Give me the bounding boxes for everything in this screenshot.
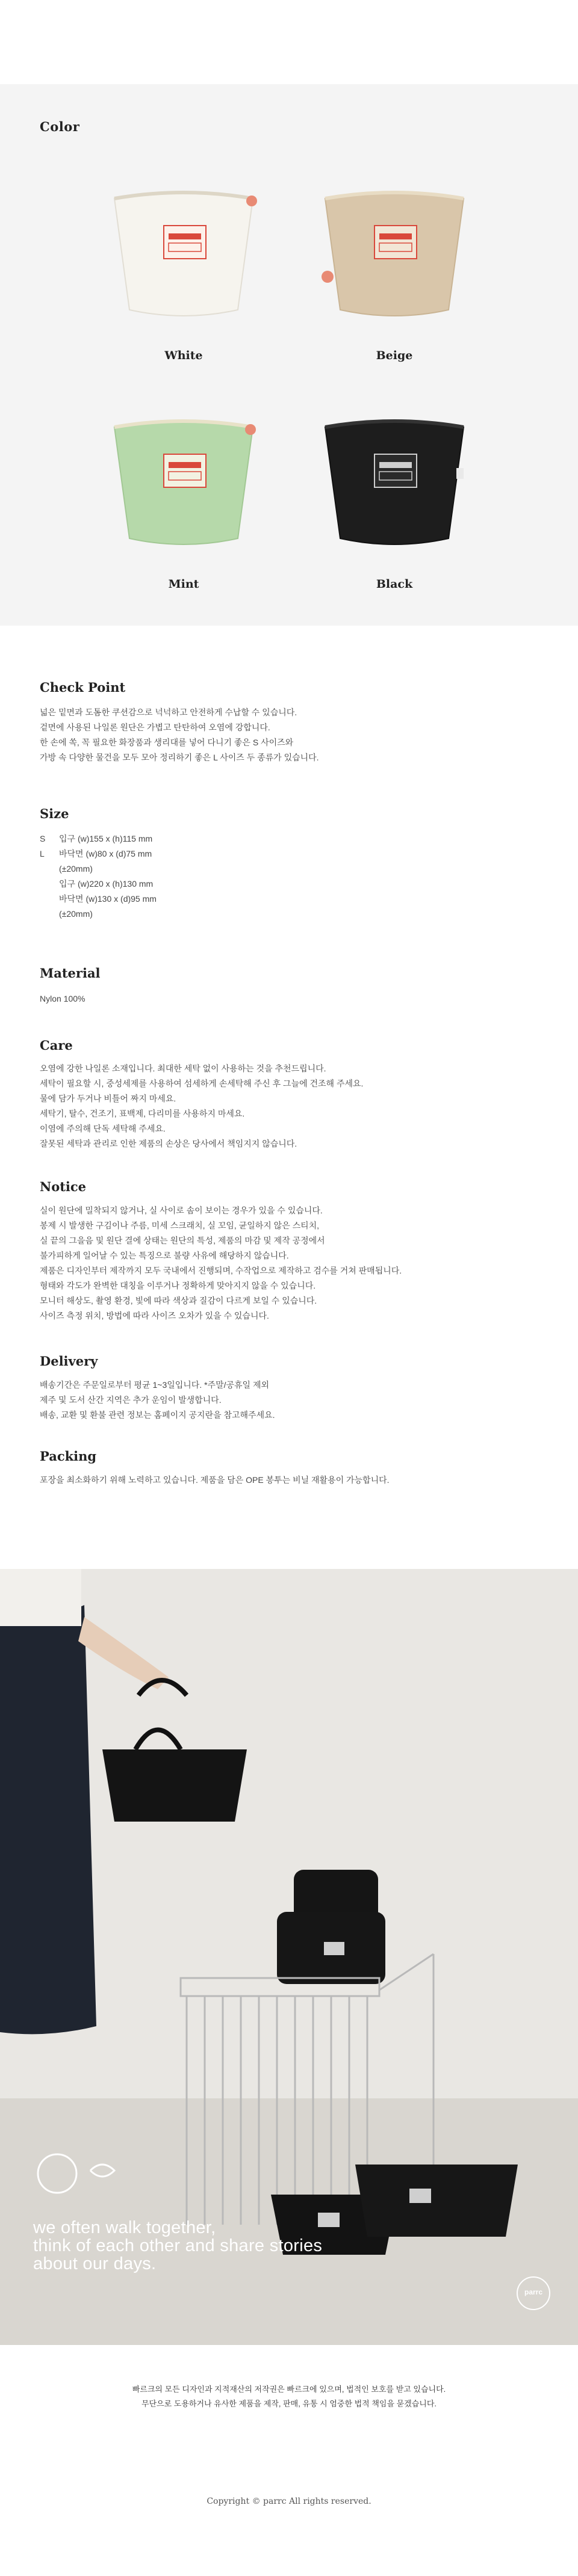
photo-tagline	[33, 2219, 322, 2273]
black-pouch-image	[319, 409, 470, 553]
care-line: 잘못된 세탁과 관리로 인한 제품의 손상은 당사에서 책임지지 않습니다.	[40, 1139, 297, 1148]
care-text	[40, 1061, 363, 1151]
size-row: (±20mm)	[59, 864, 93, 874]
check-point-line: 한 손에 쏙, 꼭 필요한 화장품과 생리대를 넣어 다니기 좋은 S 사이즈와	[40, 738, 294, 747]
care-line: 세탁이 필요할 시, 중성세제를 사용하여 섬세하게 손세탁해 주신 후 그늘에 건조해 주세요.	[40, 1079, 364, 1088]
color-section	[0, 84, 578, 626]
notice-line: 사이즈 측정 위치, 방법에 따라 사이즈 오차가 있을 수 있습니다.	[40, 1311, 269, 1320]
notice-title: Notice	[40, 1179, 87, 1194]
white-pouch-image	[108, 180, 259, 325]
size-row: L 바닥면 (w)80 x (d)75 mm	[40, 849, 152, 858]
color-option-beige[interactable]	[295, 168, 494, 373]
beige-pouch-image	[319, 180, 470, 325]
check-point-line: 넓은 밑면과 도톰한 쿠션감으로 넉넉하고 안전하게 수납할 수 있습니다.	[40, 707, 297, 717]
notice-line: 모니터 해상도, 촬영 환경, 빛에 따라 색상과 질감이 다르게 보일 수 있습니다.	[40, 1296, 317, 1305]
delivery-text	[40, 1378, 275, 1423]
delivery-line: 배송, 교환 및 환불 관련 정보는 홈페이지 공지란을 참고해주세요.	[40, 1410, 275, 1420]
mint-pouch-image	[108, 409, 259, 553]
size-title: Size	[40, 806, 69, 821]
size-row: 바닥면 (w)130 x (d)95 mm	[59, 894, 157, 904]
care-line: 오염에 강한 나일론 소재입니다. 최대한 세탁 없이 사용하는 것을 추천드립니다.	[40, 1064, 326, 1073]
size-table	[40, 831, 157, 922]
check-point-line: 겉면에 사용된 나일론 원단은 가볍고 탄탄하여 오염에 강합니다.	[40, 723, 270, 732]
care-line: 세탁기, 탈수, 건조기, 표백제, 다리미를 사용하지 마세요.	[40, 1109, 245, 1118]
check-point-title: Check Point	[40, 680, 126, 695]
delivery-line: 제주 및 도서 산간 지역은 추가 운임이 발생합니다.	[40, 1395, 222, 1405]
notice-line: 봉제 시 발생한 구김이나 주름, 미세 스크래치, 실 꼬임, 균일하지 않은 스티치,	[40, 1221, 320, 1230]
tagline-line: we often walk together,	[33, 2218, 216, 2237]
color-label-beige: Beige	[376, 349, 413, 362]
notice-line: 형태와 각도가 완벽한 대칭을 이루거나 정확하게 맞아지지 않을 수 있습니다.	[40, 1281, 316, 1290]
check-point-line: 가방 속 다양한 물건을 모두 모아 정리하기 좋은 L 사이즈 두 종류가 있습니다.	[40, 753, 319, 762]
footer-line: 빠르크의 모든 디자인과 지적재산의 저작권은 빠르크에 있으며, 법적인 보호를 받고 있습니다.	[132, 2385, 446, 2394]
size-row: S 입구 (w)155 x (h)115 mm	[40, 834, 153, 843]
color-option-mint[interactable]	[84, 397, 283, 602]
care-line: 이염에 주의해 단독 세탁해 주세요.	[40, 1124, 166, 1133]
size-row: (±20mm)	[59, 909, 93, 919]
delivery-title: Delivery	[40, 1354, 98, 1369]
color-option-white[interactable]	[84, 168, 283, 373]
notice-line: 실이 원단에 밀착되지 않거나, 실 사이로 솜이 보이는 경우가 있을 수 있습니다.	[40, 1206, 323, 1215]
tagline-line: think of each other and share stories	[33, 2236, 323, 2255]
color-label-white: White	[164, 349, 203, 362]
tagline-line: about our days.	[33, 2254, 157, 2273]
footer-line: 무단으로 도용하거나 유사한 제품을 제작, 판매, 유통 시 엄중한 법적 책임을 묻겠습니다.	[141, 2399, 437, 2408]
notice-line: 제품은 디자인부터 제작까지 모두 국내에서 진행되며, 수작업으로 제작하고 검수를 거쳐 판매됩니다.	[40, 1266, 402, 1275]
copyright: Copyright © parrc All rights reserved.	[207, 2497, 371, 2506]
footer-copyright-notice	[0, 2382, 578, 2411]
check-point-text	[40, 705, 319, 765]
notice-text	[40, 1203, 402, 1323]
notice-line: 불가피하게 일어날 수 있는 특징으로 불량 사유에 해당하지 않습니다.	[40, 1251, 289, 1260]
packing-title: Packing	[40, 1449, 97, 1464]
color-label-mint: Mint	[168, 578, 199, 591]
delivery-line: 배송기간은 주문일로부터 평균 1~3일입니다. *주말/공휴일 제외	[40, 1380, 269, 1390]
material-title: Material	[40, 966, 101, 981]
lifestyle-photo	[0, 1569, 578, 2345]
care-line: 물에 담가 두거나 비틀어 짜지 마세요.	[40, 1094, 176, 1103]
size-row: 입구 (w)220 x (h)130 mm	[59, 879, 154, 889]
packing-text: 포장을 최소화하기 위해 노력하고 있습니다. 제품을 담은 OPE 봉투는 비닐 재활용이 가능합니다.	[40, 1475, 390, 1485]
notice-line: 실 끝의 그을음 및 원단 결에 상태는 원단의 특성, 제품의 마감 및 제작 공정에서	[40, 1236, 325, 1245]
material-text: Nylon 100%	[40, 994, 85, 1003]
color-option-black[interactable]	[295, 397, 494, 602]
color-label-black: Black	[376, 578, 413, 591]
brand-mark-logo: parrc	[517, 2276, 550, 2310]
care-title: Care	[40, 1038, 73, 1053]
color-title: Color	[40, 119, 80, 134]
